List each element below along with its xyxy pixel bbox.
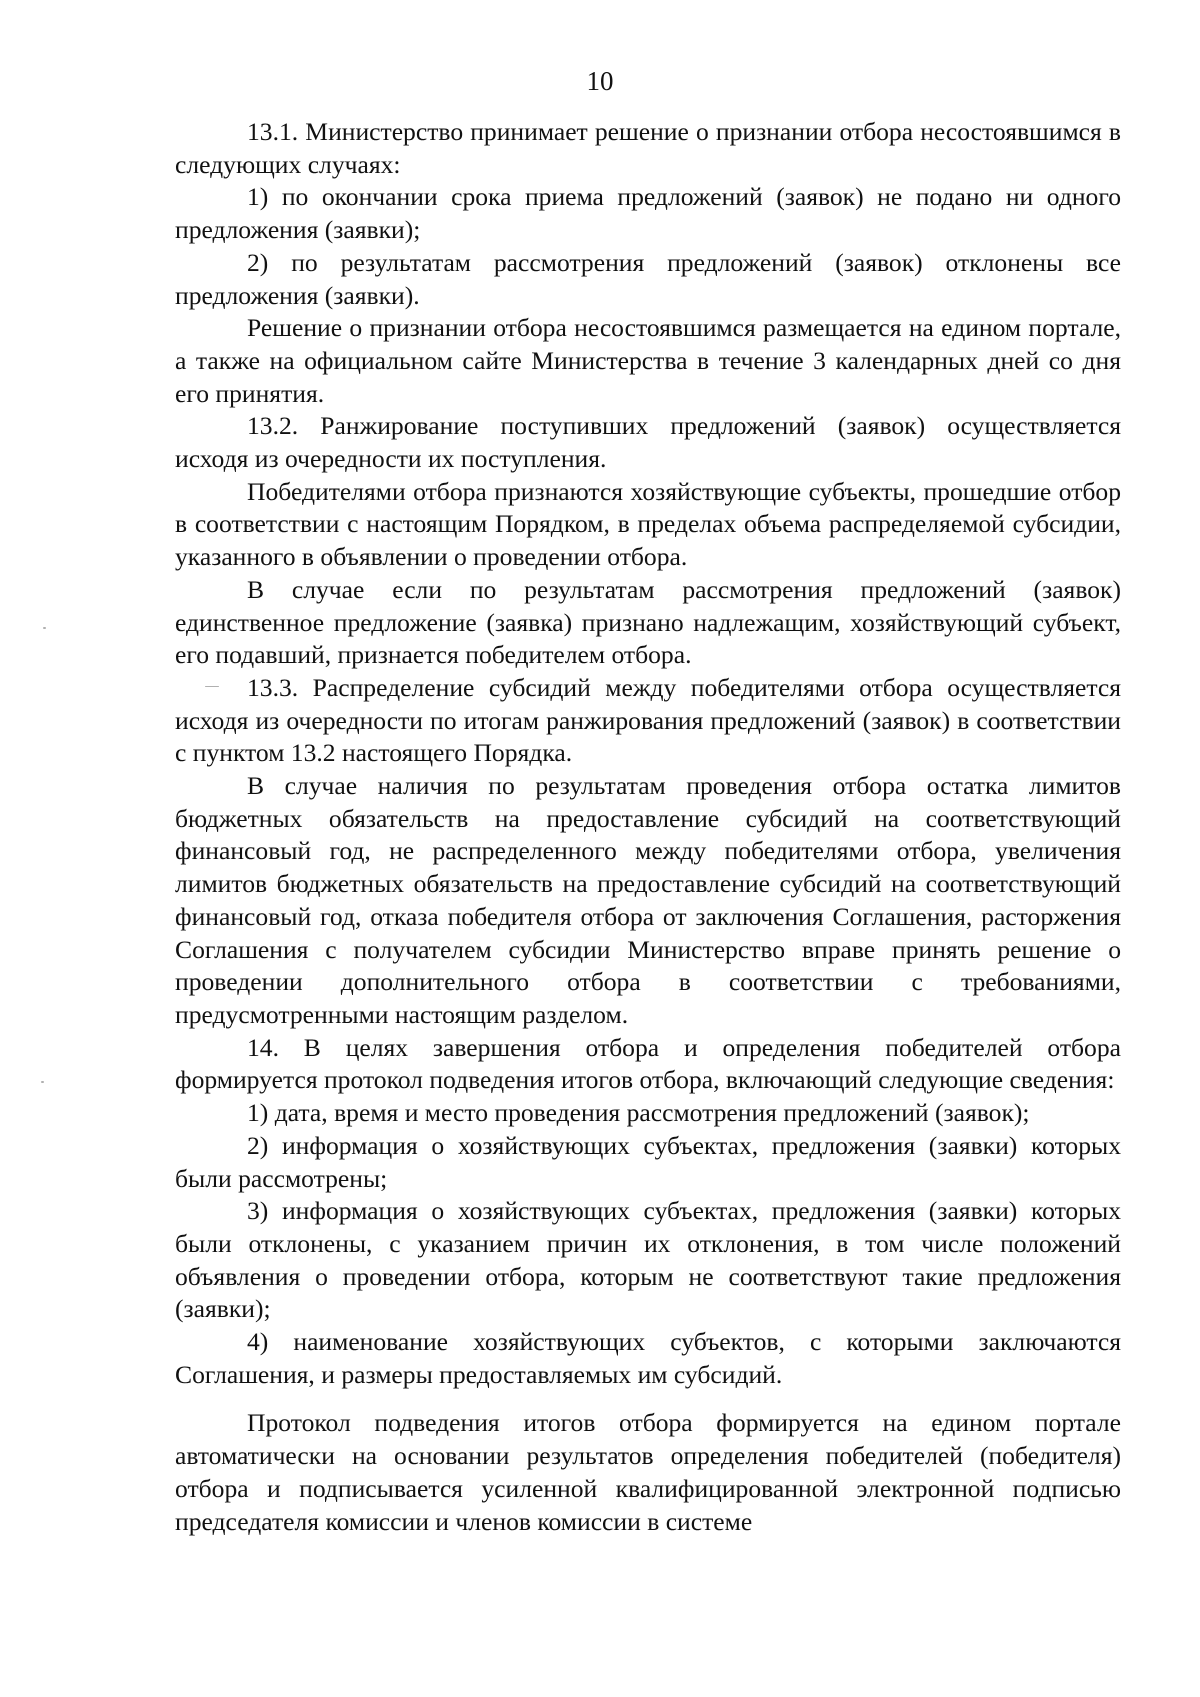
scan-speck bbox=[205, 686, 219, 687]
paragraph-protocol-signing: Протокол подведения итогов отбора формируется на едином портале автоматически на основании результатов определения победителей (победителя) отбора и подписывается усиленной квалифицированной электронной подписью председателя комиссии и членов комиссии в системе bbox=[175, 1408, 1121, 1536]
paragraph-single-proposal: В случае если по результатам рассмотрения предложений (заявок) единственное предложение (заявка) признано надлежащим, хозяйствующий субъект, его подавший, признается победителем отбора. bbox=[175, 574, 1121, 670]
paragraph-13-2: 13.2. Ранжирование поступивших предложений (заявок) осуществляется исходя из очередности их поступления. bbox=[175, 411, 1121, 474]
list-item-1: 1) по окончании срока приема предложений (заявок) не подано ни одного предложения (заявки); bbox=[175, 182, 1121, 245]
paragraph-winners: Победителями отбора признаются хозяйствующие субъекты, прошедшие отбор в соответствии с настоящим Порядком, в пределах объема распределяемой субсидии, указанного в объявлении о проведении отбора. bbox=[175, 476, 1121, 572]
protocol-item-2: 2) информация о хозяйствующих субъектах, предложения (заявки) которых были рассмотрены; bbox=[175, 1130, 1121, 1193]
paragraph-additional-selection: В случае наличия по результатам проведения отбора остатка лимитов бюджетных обязательств на предоставление субсидий на соответствующий финансовый год, не распределенного между победителями отбора, увеличения лимитов бюджетных обязательств на предоставление субсидий на соответствующий финансовый год, отказа победителя отбора от заключения Соглашения, расторжения Соглашения с получателем субсидии Министерство вправе принять решение о проведении дополнительного отбора в соответствии с требованиями, предусмотренными настоящим разделом. bbox=[175, 771, 1121, 1029]
page-number: 10 bbox=[586, 66, 614, 96]
protocol-item-4: 4) наименование хозяйствующих субъектов, с которыми заключаются Соглашения, и размеры предоставляемых им субсидий. bbox=[175, 1327, 1121, 1389]
paragraph-13-3: 13.3. Распределение субсидий между победителями отбора осуществляется исходя из очередности по итогам ранжирования предложений (заявок) в соответствии с пунктом 13.2 настоящего Порядка. bbox=[175, 672, 1121, 768]
scan-speck bbox=[43, 627, 46, 629]
document-body bbox=[175, 116, 1121, 1538]
list-item-2: 2) по результатам рассмотрения предложений (заявок) отклонены все предложения (заявки). bbox=[175, 247, 1121, 310]
scan-speck bbox=[41, 1081, 44, 1083]
paragraph-13-1: 13.1. Министерство принимает решение о признании отбора несостоявшимся в следующих случаях: bbox=[175, 117, 1121, 179]
paragraph-14: 14. В целях завершения отбора и определения победителей отбора формируется протокол подведения итогов отбора, включающий следующие сведения: bbox=[175, 1032, 1121, 1095]
protocol-item-1: 1) дата, время и место проведения рассмотрения предложений (заявок); bbox=[247, 1098, 1030, 1128]
protocol-item-3: 3) информация о хозяйствующих субъектах, предложения (заявки) которых были отклонены, с указанием причин их отклонения, в том числе положений объявления о проведении отбора, которым не соответствуют такие предложения (заявки); bbox=[175, 1196, 1121, 1324]
paragraph-decision-publication: Решение о признании отбора несостоявшимся размещается на едином портале, а также на официальном сайте Министерства в течение 3 календарных дней со дня его принятия. bbox=[175, 313, 1121, 408]
